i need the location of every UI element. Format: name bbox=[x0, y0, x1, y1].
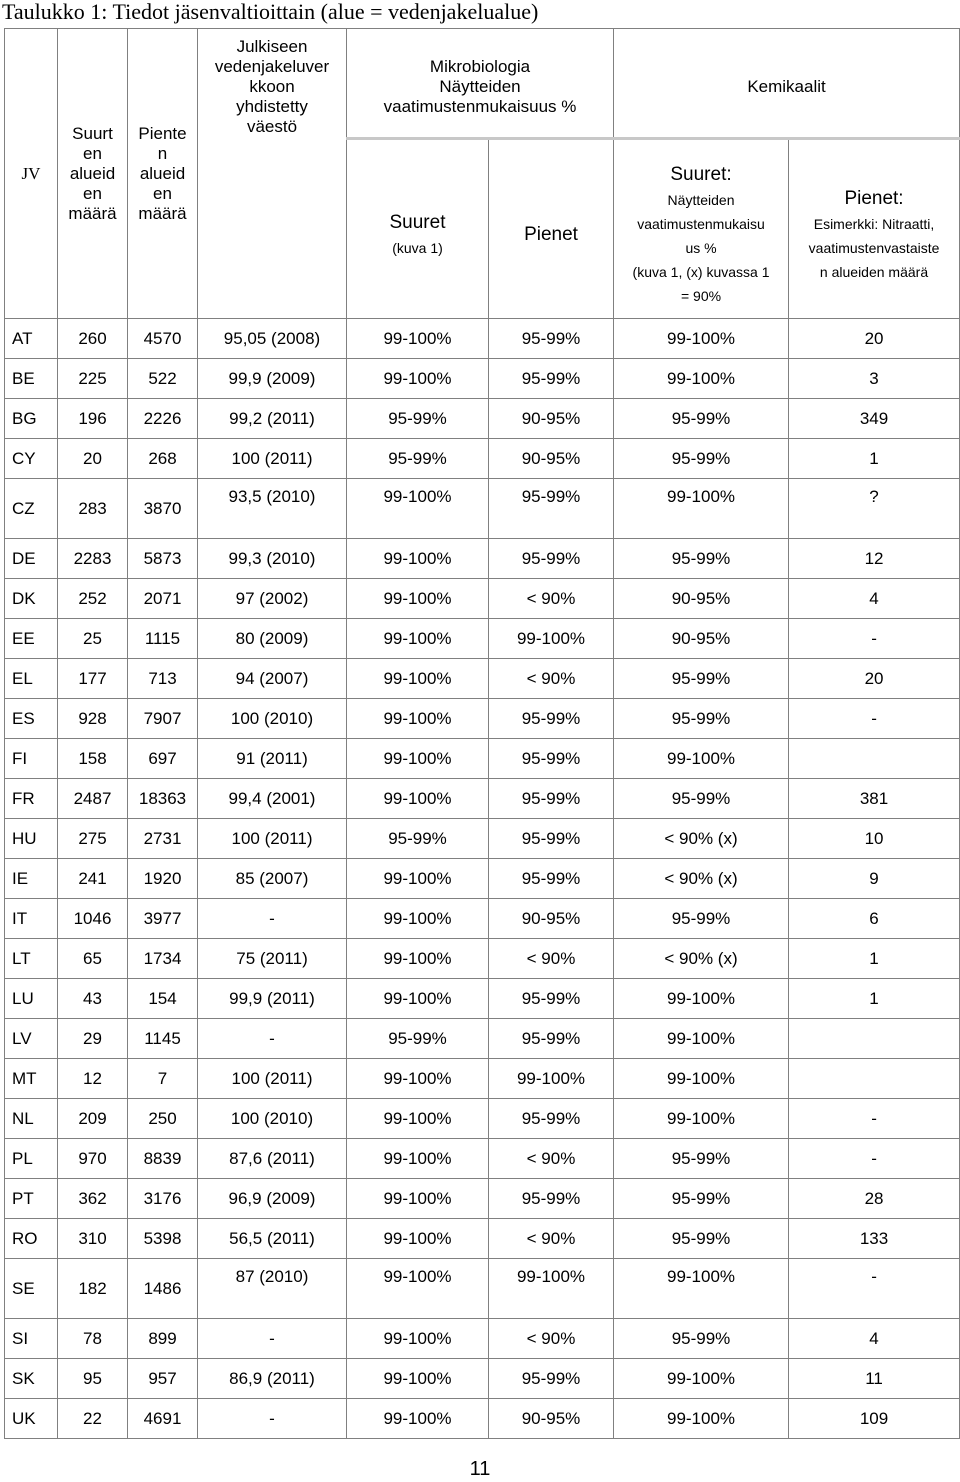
cell-large-area-count: 225 bbox=[58, 359, 128, 399]
cell-large-area-count: 29 bbox=[58, 1019, 128, 1059]
table-row bbox=[5, 479, 960, 539]
cell-chem-large: 90-95% bbox=[614, 619, 789, 659]
cell-micro-large: 99-100% bbox=[347, 979, 489, 1019]
cell-chem-small bbox=[789, 1019, 960, 1059]
cell-micro-small: 95-99% bbox=[489, 479, 614, 539]
cell-micro-large: 99-100% bbox=[347, 1059, 489, 1099]
member-state-table bbox=[4, 28, 960, 1439]
cell-small-area-count: 3870 bbox=[128, 479, 198, 539]
cell-micro-large: 99-100% bbox=[347, 1179, 489, 1219]
cell-chem-large: 99-100% bbox=[614, 1259, 789, 1319]
header-chem-large: Suuret: Näytteiden vaatimustenmukaisu us % (kuva 1, (x) kuvassa 1 = 90% bbox=[614, 139, 789, 319]
cell-micro-small: < 90% bbox=[489, 1319, 614, 1359]
cell-micro-large: 99-100% bbox=[347, 1259, 489, 1319]
cell-small-area-count: 1115 bbox=[128, 619, 198, 659]
table-row bbox=[5, 399, 960, 439]
cell-large-area-count: 2283 bbox=[58, 539, 128, 579]
cell-chem-small: - bbox=[789, 619, 960, 659]
cell-chem-small: 28 bbox=[789, 1179, 960, 1219]
cell-country-code: BE bbox=[5, 359, 58, 399]
cell-chem-large: 99-100% bbox=[614, 1359, 789, 1399]
cell-chem-large: 95-99% bbox=[614, 1319, 789, 1359]
cell-chem-small: 1 bbox=[789, 439, 960, 479]
cell-micro-large: 99-100% bbox=[347, 739, 489, 779]
cell-micro-small: 95-99% bbox=[489, 1359, 614, 1399]
cell-population-served: 100 (2010) bbox=[198, 1099, 347, 1139]
cell-population-served: 99,3 (2010) bbox=[198, 539, 347, 579]
cell-chem-small: - bbox=[789, 1099, 960, 1139]
cell-small-area-count: 7 bbox=[128, 1059, 198, 1099]
cell-chem-large: 99-100% bbox=[614, 359, 789, 399]
cell-large-area-count: 283 bbox=[58, 479, 128, 539]
cell-micro-small: < 90% bbox=[489, 1219, 614, 1259]
cell-country-code: FI bbox=[5, 739, 58, 779]
cell-large-area-count: 2487 bbox=[58, 779, 128, 819]
cell-micro-small: < 90% bbox=[489, 659, 614, 699]
cell-chem-small: 3 bbox=[789, 359, 960, 399]
cell-small-area-count: 957 bbox=[128, 1359, 198, 1399]
cell-large-area-count: 95 bbox=[58, 1359, 128, 1399]
cell-micro-large: 95-99% bbox=[347, 399, 489, 439]
cell-micro-large: 95-99% bbox=[347, 439, 489, 479]
table-row bbox=[5, 1319, 960, 1359]
cell-population-served: 94 (2007) bbox=[198, 659, 347, 699]
cell-chem-small: 1 bbox=[789, 939, 960, 979]
cell-micro-small: 95-99% bbox=[489, 979, 614, 1019]
header-population: Julkiseen vedenjakeluver kkoon yhdistetty väestö bbox=[198, 29, 347, 319]
cell-micro-small: 99-100% bbox=[489, 619, 614, 659]
cell-population-served: - bbox=[198, 899, 347, 939]
table-row bbox=[5, 1139, 960, 1179]
cell-small-area-count: 154 bbox=[128, 979, 198, 1019]
cell-chem-small: 6 bbox=[789, 899, 960, 939]
cell-chem-large: 95-99% bbox=[614, 539, 789, 579]
cell-micro-small: 99-100% bbox=[489, 1259, 614, 1319]
cell-chem-large: 95-99% bbox=[614, 899, 789, 939]
cell-micro-small: 95-99% bbox=[489, 859, 614, 899]
cell-small-area-count: 3977 bbox=[128, 899, 198, 939]
cell-micro-large: 99-100% bbox=[347, 1399, 489, 1439]
cell-chem-small: 10 bbox=[789, 819, 960, 859]
cell-chem-small: 133 bbox=[789, 1219, 960, 1259]
cell-large-area-count: 65 bbox=[58, 939, 128, 979]
cell-micro-small: 90-95% bbox=[489, 399, 614, 439]
cell-large-area-count: 970 bbox=[58, 1139, 128, 1179]
cell-country-code: IT bbox=[5, 899, 58, 939]
cell-country-code: BG bbox=[5, 399, 58, 439]
cell-small-area-count: 18363 bbox=[128, 779, 198, 819]
cell-large-area-count: 78 bbox=[58, 1319, 128, 1359]
cell-chem-small: ? bbox=[789, 479, 960, 539]
cell-chem-large: 99-100% bbox=[614, 1059, 789, 1099]
cell-small-area-count: 697 bbox=[128, 739, 198, 779]
cell-micro-large: 99-100% bbox=[347, 699, 489, 739]
cell-population-served: 97 (2002) bbox=[198, 579, 347, 619]
cell-large-area-count: 25 bbox=[58, 619, 128, 659]
cell-population-served: 100 (2011) bbox=[198, 819, 347, 859]
cell-micro-large: 99-100% bbox=[347, 779, 489, 819]
cell-country-code: ES bbox=[5, 699, 58, 739]
cell-chem-small: 11 bbox=[789, 1359, 960, 1399]
cell-small-area-count: 5398 bbox=[128, 1219, 198, 1259]
cell-population-served: 99,2 (2011) bbox=[198, 399, 347, 439]
cell-population-served: 85 (2007) bbox=[198, 859, 347, 899]
cell-chem-large: < 90% (x) bbox=[614, 819, 789, 859]
cell-chem-large: 99-100% bbox=[614, 1399, 789, 1439]
table-row bbox=[5, 699, 960, 739]
cell-country-code: DK bbox=[5, 579, 58, 619]
cell-small-area-count: 899 bbox=[128, 1319, 198, 1359]
header-microbiology: Mikrobiologia Näytteiden vaatimustenmukaisuus % bbox=[347, 29, 614, 139]
cell-country-code: CY bbox=[5, 439, 58, 479]
cell-micro-small: 99-100% bbox=[489, 1059, 614, 1099]
cell-large-area-count: 260 bbox=[58, 319, 128, 359]
cell-micro-small: 90-95% bbox=[489, 1399, 614, 1439]
cell-country-code: MT bbox=[5, 1059, 58, 1099]
cell-country-code: DE bbox=[5, 539, 58, 579]
cell-chem-large: 95-99% bbox=[614, 399, 789, 439]
cell-country-code: FR bbox=[5, 779, 58, 819]
table-row bbox=[5, 979, 960, 1019]
table-row bbox=[5, 939, 960, 979]
cell-large-area-count: 196 bbox=[58, 399, 128, 439]
table-row bbox=[5, 1099, 960, 1139]
cell-chem-small: 9 bbox=[789, 859, 960, 899]
cell-large-area-count: 928 bbox=[58, 699, 128, 739]
table-row bbox=[5, 1179, 960, 1219]
header-micro-small: Pienet bbox=[489, 139, 614, 319]
cell-chem-large: 95-99% bbox=[614, 1179, 789, 1219]
cell-micro-small: 95-99% bbox=[489, 539, 614, 579]
cell-chem-large: 95-99% bbox=[614, 699, 789, 739]
cell-country-code: LT bbox=[5, 939, 58, 979]
cell-small-area-count: 1920 bbox=[128, 859, 198, 899]
cell-micro-large: 99-100% bbox=[347, 1099, 489, 1139]
cell-chem-large: 95-99% bbox=[614, 1219, 789, 1259]
cell-population-served: - bbox=[198, 1019, 347, 1059]
cell-micro-small: 90-95% bbox=[489, 899, 614, 939]
cell-large-area-count: 182 bbox=[58, 1259, 128, 1319]
cell-country-code: PL bbox=[5, 1139, 58, 1179]
table-caption: Taulukko 1: Tiedot jäsenvaltioittain (alue = vedenjakelualue) bbox=[2, 0, 539, 24]
cell-population-served: 100 (2011) bbox=[198, 1059, 347, 1099]
cell-large-area-count: 241 bbox=[58, 859, 128, 899]
table-row bbox=[5, 539, 960, 579]
cell-small-area-count: 3176 bbox=[128, 1179, 198, 1219]
cell-micro-large: 99-100% bbox=[347, 899, 489, 939]
cell-micro-large: 99-100% bbox=[347, 859, 489, 899]
cell-country-code: SK bbox=[5, 1359, 58, 1399]
cell-chem-small: 381 bbox=[789, 779, 960, 819]
table-row bbox=[5, 859, 960, 899]
header-small-count: Piente n alueid en määrä bbox=[128, 29, 198, 319]
cell-small-area-count: 2731 bbox=[128, 819, 198, 859]
cell-small-area-count: 250 bbox=[128, 1099, 198, 1139]
cell-country-code: LU bbox=[5, 979, 58, 1019]
table-row bbox=[5, 1019, 960, 1059]
cell-micro-small: 90-95% bbox=[489, 439, 614, 479]
cell-micro-large: 99-100% bbox=[347, 1139, 489, 1179]
cell-population-served: - bbox=[198, 1319, 347, 1359]
table-row bbox=[5, 439, 960, 479]
cell-population-served: - bbox=[198, 1399, 347, 1439]
cell-small-area-count: 2226 bbox=[128, 399, 198, 439]
cell-small-area-count: 1486 bbox=[128, 1259, 198, 1319]
cell-micro-small: 95-99% bbox=[489, 819, 614, 859]
cell-population-served: 75 (2011) bbox=[198, 939, 347, 979]
table-row bbox=[5, 739, 960, 779]
cell-micro-small: 95-99% bbox=[489, 1099, 614, 1139]
cell-micro-large: 99-100% bbox=[347, 319, 489, 359]
table-row bbox=[5, 899, 960, 939]
header-chem-small: Pienet: Esimerkki: Nitraatti, vaatimustenvastaiste n alueiden määrä bbox=[789, 139, 960, 319]
cell-large-area-count: 362 bbox=[58, 1179, 128, 1219]
cell-population-served: 86,9 (2011) bbox=[198, 1359, 347, 1399]
table-row bbox=[5, 1399, 960, 1439]
cell-country-code: IE bbox=[5, 859, 58, 899]
table-row bbox=[5, 579, 960, 619]
cell-micro-large: 99-100% bbox=[347, 659, 489, 699]
cell-country-code: LV bbox=[5, 1019, 58, 1059]
cell-small-area-count: 2071 bbox=[128, 579, 198, 619]
cell-large-area-count: 158 bbox=[58, 739, 128, 779]
cell-micro-small: 95-99% bbox=[489, 1019, 614, 1059]
cell-large-area-count: 252 bbox=[58, 579, 128, 619]
cell-population-served: 100 (2011) bbox=[198, 439, 347, 479]
cell-country-code: EL bbox=[5, 659, 58, 699]
cell-chem-small: 349 bbox=[789, 399, 960, 439]
cell-small-area-count: 522 bbox=[128, 359, 198, 399]
table-row bbox=[5, 819, 960, 859]
cell-small-area-count: 5873 bbox=[128, 539, 198, 579]
cell-micro-large: 99-100% bbox=[347, 1359, 489, 1399]
cell-country-code: NL bbox=[5, 1099, 58, 1139]
cell-country-code: CZ bbox=[5, 479, 58, 539]
cell-population-served: 80 (2009) bbox=[198, 619, 347, 659]
cell-population-served: 93,5 (2010) bbox=[198, 479, 347, 539]
cell-chem-large: 95-99% bbox=[614, 779, 789, 819]
cell-chem-small: - bbox=[789, 1259, 960, 1319]
cell-chem-small: 12 bbox=[789, 539, 960, 579]
table-row bbox=[5, 659, 960, 699]
cell-chem-small bbox=[789, 1059, 960, 1099]
table-row bbox=[5, 319, 960, 359]
cell-micro-large: 99-100% bbox=[347, 479, 489, 539]
cell-chem-small: - bbox=[789, 699, 960, 739]
cell-micro-large: 99-100% bbox=[347, 359, 489, 399]
cell-population-served: 100 (2010) bbox=[198, 699, 347, 739]
cell-micro-large: 95-99% bbox=[347, 819, 489, 859]
cell-micro-large: 99-100% bbox=[347, 619, 489, 659]
cell-country-code: SE bbox=[5, 1259, 58, 1319]
cell-chem-large: 95-99% bbox=[614, 439, 789, 479]
table-row bbox=[5, 1059, 960, 1099]
cell-chem-small: - bbox=[789, 1139, 960, 1179]
cell-chem-large: 99-100% bbox=[614, 319, 789, 359]
cell-country-code: PT bbox=[5, 1179, 58, 1219]
header-jv: JV bbox=[5, 29, 58, 319]
cell-micro-large: 99-100% bbox=[347, 1219, 489, 1259]
cell-chem-small: 1 bbox=[789, 979, 960, 1019]
header-chemicals: Kemikaalit bbox=[614, 29, 960, 139]
cell-small-area-count: 713 bbox=[128, 659, 198, 699]
cell-micro-small: < 90% bbox=[489, 579, 614, 619]
cell-country-code: HU bbox=[5, 819, 58, 859]
table-row bbox=[5, 779, 960, 819]
cell-micro-small: 95-99% bbox=[489, 319, 614, 359]
cell-small-area-count: 1145 bbox=[128, 1019, 198, 1059]
cell-small-area-count: 268 bbox=[128, 439, 198, 479]
cell-chem-large: 99-100% bbox=[614, 739, 789, 779]
cell-micro-large: 99-100% bbox=[347, 579, 489, 619]
cell-micro-large: 95-99% bbox=[347, 1019, 489, 1059]
header-micro-large: Suuret (kuva 1) bbox=[347, 139, 489, 319]
cell-chem-large: 99-100% bbox=[614, 979, 789, 1019]
cell-micro-large: 99-100% bbox=[347, 539, 489, 579]
cell-population-served: 95,05 (2008) bbox=[198, 319, 347, 359]
cell-large-area-count: 1046 bbox=[58, 899, 128, 939]
cell-chem-large: 99-100% bbox=[614, 1019, 789, 1059]
cell-chem-small: 4 bbox=[789, 1319, 960, 1359]
cell-chem-large: 99-100% bbox=[614, 1099, 789, 1139]
cell-population-served: 91 (2011) bbox=[198, 739, 347, 779]
cell-large-area-count: 310 bbox=[58, 1219, 128, 1259]
table-row bbox=[5, 619, 960, 659]
cell-country-code: EE bbox=[5, 619, 58, 659]
cell-micro-large: 99-100% bbox=[347, 1319, 489, 1359]
cell-population-served: 99,4 (2001) bbox=[198, 779, 347, 819]
cell-population-served: 96,9 (2009) bbox=[198, 1179, 347, 1219]
cell-large-area-count: 177 bbox=[58, 659, 128, 699]
cell-micro-small: 95-99% bbox=[489, 779, 614, 819]
header-large-count: Suurt en alueid en määrä bbox=[58, 29, 128, 319]
cell-chem-large: 90-95% bbox=[614, 579, 789, 619]
cell-micro-small: < 90% bbox=[489, 1139, 614, 1179]
cell-country-code: UK bbox=[5, 1399, 58, 1439]
cell-small-area-count: 4570 bbox=[128, 319, 198, 359]
cell-chem-large: 95-99% bbox=[614, 1139, 789, 1179]
cell-population-served: 87,6 (2011) bbox=[198, 1139, 347, 1179]
cell-micro-small: 95-99% bbox=[489, 699, 614, 739]
table-row bbox=[5, 359, 960, 399]
cell-population-served: 99,9 (2011) bbox=[198, 979, 347, 1019]
cell-chem-small bbox=[789, 739, 960, 779]
cell-chem-large: < 90% (x) bbox=[614, 939, 789, 979]
cell-small-area-count: 1734 bbox=[128, 939, 198, 979]
cell-country-code: SI bbox=[5, 1319, 58, 1359]
cell-population-served: 87 (2010) bbox=[198, 1259, 347, 1319]
cell-chem-large: 95-99% bbox=[614, 659, 789, 699]
cell-chem-large: 99-100% bbox=[614, 479, 789, 539]
cell-large-area-count: 20 bbox=[58, 439, 128, 479]
cell-micro-large: 99-100% bbox=[347, 939, 489, 979]
cell-micro-small: 95-99% bbox=[489, 1179, 614, 1219]
table-row bbox=[5, 1219, 960, 1259]
cell-chem-small: 109 bbox=[789, 1399, 960, 1439]
cell-population-served: 56,5 (2011) bbox=[198, 1219, 347, 1259]
cell-country-code: AT bbox=[5, 319, 58, 359]
cell-population-served: 99,9 (2009) bbox=[198, 359, 347, 399]
cell-small-area-count: 4691 bbox=[128, 1399, 198, 1439]
cell-small-area-count: 8839 bbox=[128, 1139, 198, 1179]
cell-country-code: RO bbox=[5, 1219, 58, 1259]
cell-large-area-count: 209 bbox=[58, 1099, 128, 1139]
cell-micro-small: 95-99% bbox=[489, 739, 614, 779]
cell-chem-small: 20 bbox=[789, 319, 960, 359]
cell-large-area-count: 22 bbox=[58, 1399, 128, 1439]
cell-chem-large: < 90% (x) bbox=[614, 859, 789, 899]
cell-chem-small: 20 bbox=[789, 659, 960, 699]
cell-large-area-count: 12 bbox=[58, 1059, 128, 1099]
cell-micro-small: < 90% bbox=[489, 939, 614, 979]
cell-micro-small: 95-99% bbox=[489, 359, 614, 399]
table-row bbox=[5, 1359, 960, 1399]
cell-chem-small: 4 bbox=[789, 579, 960, 619]
cell-small-area-count: 7907 bbox=[128, 699, 198, 739]
table-row bbox=[5, 1259, 960, 1319]
page-number: 11 bbox=[469, 1458, 491, 1480]
cell-large-area-count: 275 bbox=[58, 819, 128, 859]
cell-large-area-count: 43 bbox=[58, 979, 128, 1019]
